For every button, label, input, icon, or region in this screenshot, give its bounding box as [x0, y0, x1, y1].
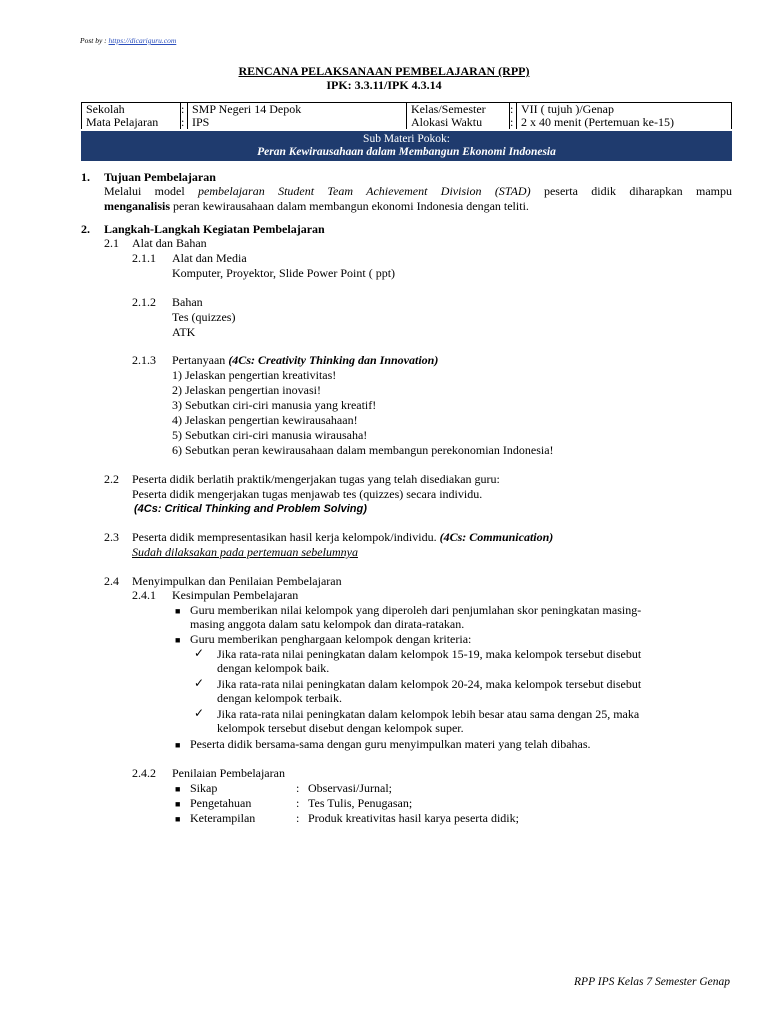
- colon: :: [510, 103, 517, 117]
- section-2-number: 2.: [81, 222, 90, 236]
- sekolah-label: Sekolah: [82, 103, 181, 117]
- item-2-4-number: 2.4: [104, 574, 119, 588]
- banner-label: Sub Materi Pokok:: [363, 133, 450, 145]
- objective-text-cont: peserta didik diharapkan mampu: [530, 184, 732, 198]
- question-item: 5) Sebutkan ciri-ciri manusia wirausaha!: [172, 428, 368, 442]
- media-list: Komputer, Proyektor, Slide Power Point ( ppt): [172, 266, 396, 280]
- 4cs-communication-tag: (4Cs: Communication): [439, 530, 554, 544]
- conclusion-bullet-3: Peserta didik bersama-sama dengan guru menyimpulkan materi yang telah dibahas.: [190, 737, 591, 751]
- source-link[interactable]: https://dicariguru.com: [108, 36, 177, 45]
- sekolah-value: SMP Negeri 14 Depok: [188, 103, 407, 117]
- square-bullet-icon: ■: [175, 814, 181, 824]
- post-by-line: [80, 36, 176, 45]
- item-2-3-text: [132, 530, 553, 545]
- item-2-4-2-number: 2.4.2: [132, 766, 156, 780]
- check-icon: ✓: [194, 676, 205, 690]
- section-2-heading: Langkah-Langkah Kegiatan Pembelajaran: [104, 222, 325, 236]
- colon: :: [181, 116, 188, 129]
- square-bullet-icon: ■: [175, 799, 181, 809]
- sub-materi-banner: [81, 131, 732, 161]
- item-2-4-1-number: 2.4.1: [132, 588, 156, 602]
- objective-text: Melalui model: [104, 184, 199, 198]
- item-2-1-1-title: Alat dan Media: [172, 251, 247, 265]
- assessment-label: Pengetahuan: [190, 796, 252, 810]
- item-2-1-3-title: [172, 353, 438, 368]
- objective-model: pembelajaran Student Team Achievement Division (STAD): [198, 184, 531, 198]
- bahan-item-1: Tes (quizzes): [172, 310, 236, 324]
- assessment-label: Sikap: [190, 781, 218, 795]
- kelas-label: Kelas/Semester: [407, 103, 510, 117]
- bahan-item-2: ATK: [172, 325, 196, 339]
- assessment-colon: :: [296, 811, 300, 825]
- item-2-2-text-2: Peserta didik mengerjakan tugas menjawab tes (quizzes) secara individu.: [132, 487, 483, 501]
- square-bullet-icon: ■: [175, 784, 181, 794]
- criteria-3-cont: kelompok tersebut disebut dengan kelompok super.: [217, 721, 464, 735]
- colon: :: [510, 116, 517, 129]
- check-icon: ✓: [194, 706, 205, 720]
- question-item: 2) Jelaskan pengertian inovasi!: [172, 383, 321, 397]
- square-bullet-icon: ■: [175, 606, 181, 616]
- criteria-2: Jika rata-rata nilai peningkatan dalam kelompok 20-24, maka kelompok tersebut disebut: [217, 677, 642, 691]
- presentation-text: Peserta didik mempresentasikan hasil kerja kelompok/individu.: [132, 530, 440, 544]
- mapel-label: Mata Pelajaran: [82, 116, 181, 129]
- section-1-number: 1.: [81, 170, 90, 184]
- page-footer: RPP IPS Kelas 7 Semester Genap: [574, 976, 730, 988]
- section-1-heading: Tujuan Pembelajaran: [104, 170, 216, 184]
- ipk-subtitle: IPK: 3.3.11/IPK 4.3.14: [326, 78, 442, 92]
- objective-verb: menganalisis: [104, 199, 171, 213]
- item-2-1-title: Alat dan Bahan: [132, 236, 207, 250]
- square-bullet-icon: ■: [175, 635, 181, 645]
- item-2-2-number: 2.2: [104, 472, 119, 486]
- criteria-3: Jika rata-rata nilai peningkatan dalam kelompok lebih besar atau sama dengan 25, maka: [217, 707, 640, 721]
- item-2-1-3-number: 2.1.3: [132, 353, 156, 367]
- assessment-label: Keterampilan: [190, 811, 256, 825]
- item-2-2-text: Peserta didik berlatih praktik/mengerjakan tugas yang telah disediakan guru:: [132, 472, 500, 486]
- conclusion-bullet-1-cont: masing anggota dalam satu kelompok dan dirata-ratakan.: [190, 617, 465, 631]
- assessment-value: Produk kreativitas hasil karya peserta didik;: [308, 811, 519, 825]
- square-bullet-icon: ■: [175, 740, 181, 750]
- check-icon: ✓: [194, 646, 205, 660]
- item-2-3-number: 2.3: [104, 530, 119, 544]
- assessment-colon: :: [296, 796, 300, 810]
- 4cs-creativity-tag: (4Cs: Creativity Thinking dan Innovation): [228, 353, 439, 367]
- item-2-1-number: 2.1: [104, 236, 119, 250]
- pertanyaan-label: Pertanyaan: [172, 353, 229, 367]
- question-item: 1) Jelaskan pengertian kreativitas!: [172, 368, 337, 382]
- document-title: RENCANA PELAKSANAAN PEMBELAJARAN (RPP): [238, 64, 530, 78]
- alokasi-label: Alokasi Waktu: [407, 116, 510, 129]
- already-done-note: Sudah dilaksakan pada pertemuan sebelumnya: [132, 545, 358, 559]
- post-by-label: Post by :: [80, 36, 109, 45]
- objective-line-2: [104, 199, 529, 214]
- item-2-1-2-title: Bahan: [172, 295, 203, 309]
- conclusion-bullet-1: Guru memberikan nilai kelompok yang diperoleh dari penjumlahan skor peningkatan masing-: [190, 603, 642, 617]
- item-2-1-1-number: 2.1.1: [132, 251, 156, 265]
- alokasi-value: 2 x 40 menit (Pertemuan ke-15): [517, 116, 732, 129]
- identity-table: [81, 102, 732, 129]
- kelas-value: VII ( tujuh )/Genap: [517, 103, 732, 117]
- item-2-4-2-title: Penilaian Pembelajaran: [172, 766, 285, 780]
- objective-line-1: [104, 184, 732, 199]
- objective-rest: peran kewirausahaan dalam membangun ekonomi Indonesia dengan teliti.: [170, 199, 529, 213]
- question-item: 3) Sebutkan ciri-ciri manusia yang kreatif!: [172, 398, 377, 412]
- conclusion-bullet-2: Guru memberikan penghargaan kelompok dengan kriteria:: [190, 632, 472, 646]
- banner-topic: Peran Kewirausahaan dalam Membangun Ekonomi Indonesia: [257, 146, 556, 158]
- assessment-value: Tes Tulis, Penugasan;: [308, 796, 413, 810]
- mapel-value: IPS: [188, 116, 407, 129]
- item-2-4-title: Menyimpulkan dan Penilaian Pembelajaran: [132, 574, 342, 588]
- criteria-2-cont: dengan kelompok terbaik.: [217, 691, 342, 705]
- question-item: 6) Sebutkan peran kewirausahaan dalam membangun perekonomian Indonesia!: [172, 443, 554, 457]
- colon: :: [181, 103, 188, 117]
- question-item: 4) Jelaskan pengertian kewirausahaan!: [172, 413, 358, 427]
- item-2-4-1-title: Kesimpulan Pembelajaran: [172, 588, 299, 602]
- criteria-1: Jika rata-rata nilai peningkatan dalam kelompok 15-19, maka kelompok tersebut disebut: [217, 647, 642, 661]
- assessment-colon: :: [296, 781, 300, 795]
- 4cs-critical-tag: (4Cs: Critical Thinking and Problem Solving): [134, 503, 367, 515]
- assessment-value: Observasi/Jurnal;: [308, 781, 392, 795]
- item-2-1-2-number: 2.1.2: [132, 295, 156, 309]
- criteria-1-cont: dengan kelompok baik.: [217, 661, 330, 675]
